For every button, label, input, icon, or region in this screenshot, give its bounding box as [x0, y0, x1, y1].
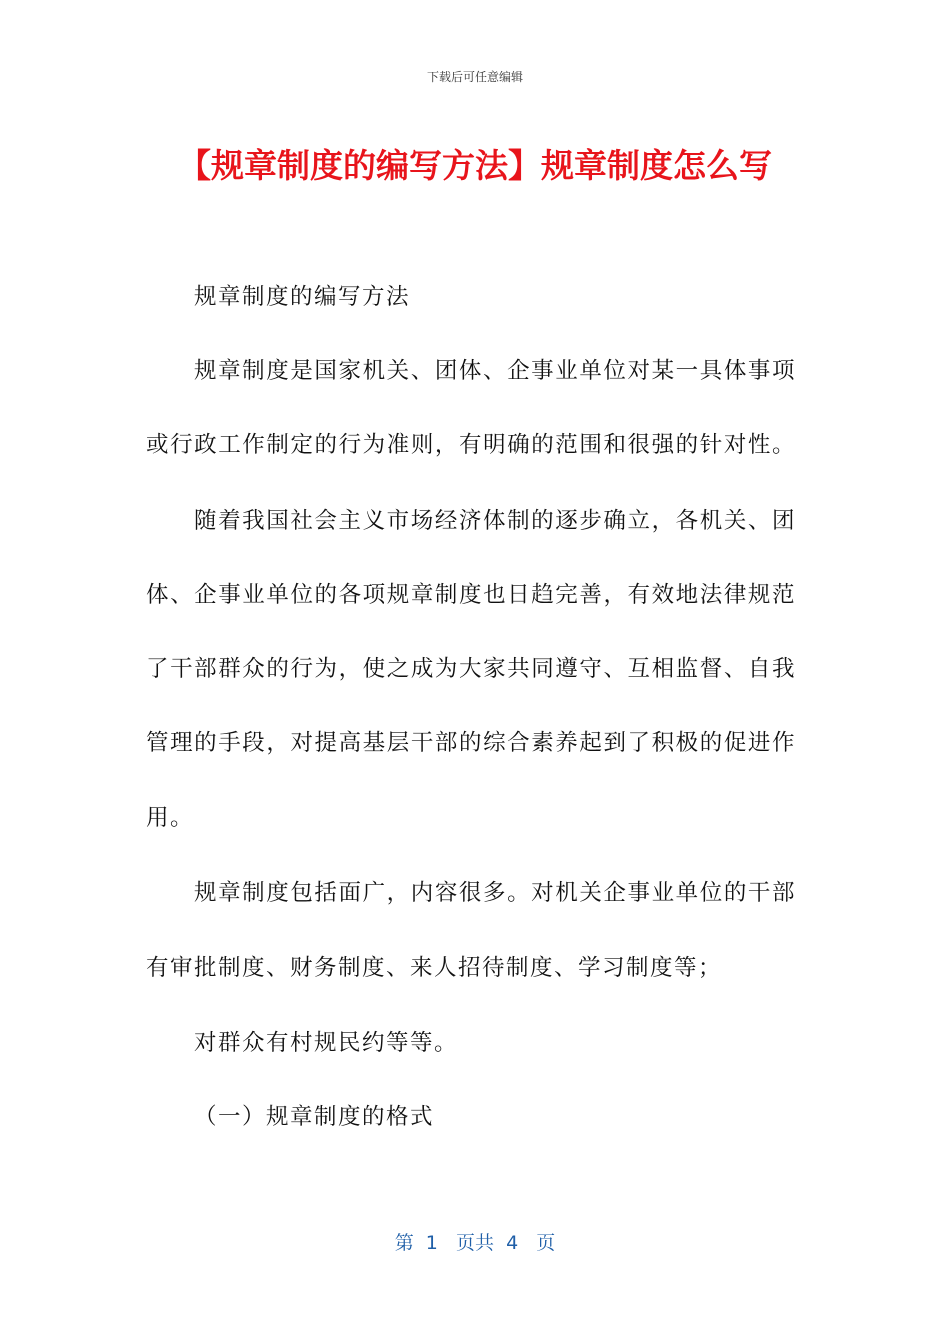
section-heading: 规章制度的编写方法 — [194, 284, 411, 310]
paragraph-line: 用。 — [146, 805, 195, 831]
subsection-heading: （一）规章制度的格式 — [194, 1104, 435, 1130]
paragraph-line: 随着我国社会主义市场经济体制的逐步确立，各机关、团 — [194, 508, 796, 534]
document-title: 【规章制度的编写方法】规章制度怎么写 — [178, 146, 772, 185]
paragraph-line: 对群众有村规民约等等。 — [194, 1030, 459, 1056]
paragraph-line: 或行政工作制定的行为准则，有明确的范围和很强的针对性。 — [146, 432, 796, 458]
page-number-footer: 第 1 页共 4 页 — [394, 1232, 556, 1254]
paragraph-line: 规章制度包括面广，内容很多。对机关企事业单位的干部 — [194, 880, 796, 906]
paragraph-line: 体、企事业单位的各项规章制度也日趋完善，有效地法律规范 — [146, 582, 796, 608]
header-note: 下载后可任意编辑 — [426, 70, 523, 84]
paragraph-line: 规章制度是国家机关、团体、企事业单位对某一具体事项 — [194, 358, 796, 384]
paragraph-line: 管理的手段，对提高基层干部的综合素养起到了积极的促进作 — [146, 730, 796, 756]
paragraph-line: 了干部群众的行为，使之成为大家共同遵守、互相监督、自我 — [146, 656, 796, 682]
paragraph-line: 有审批制度、财务制度、来人招待制度、学习制度等； — [146, 955, 723, 981]
